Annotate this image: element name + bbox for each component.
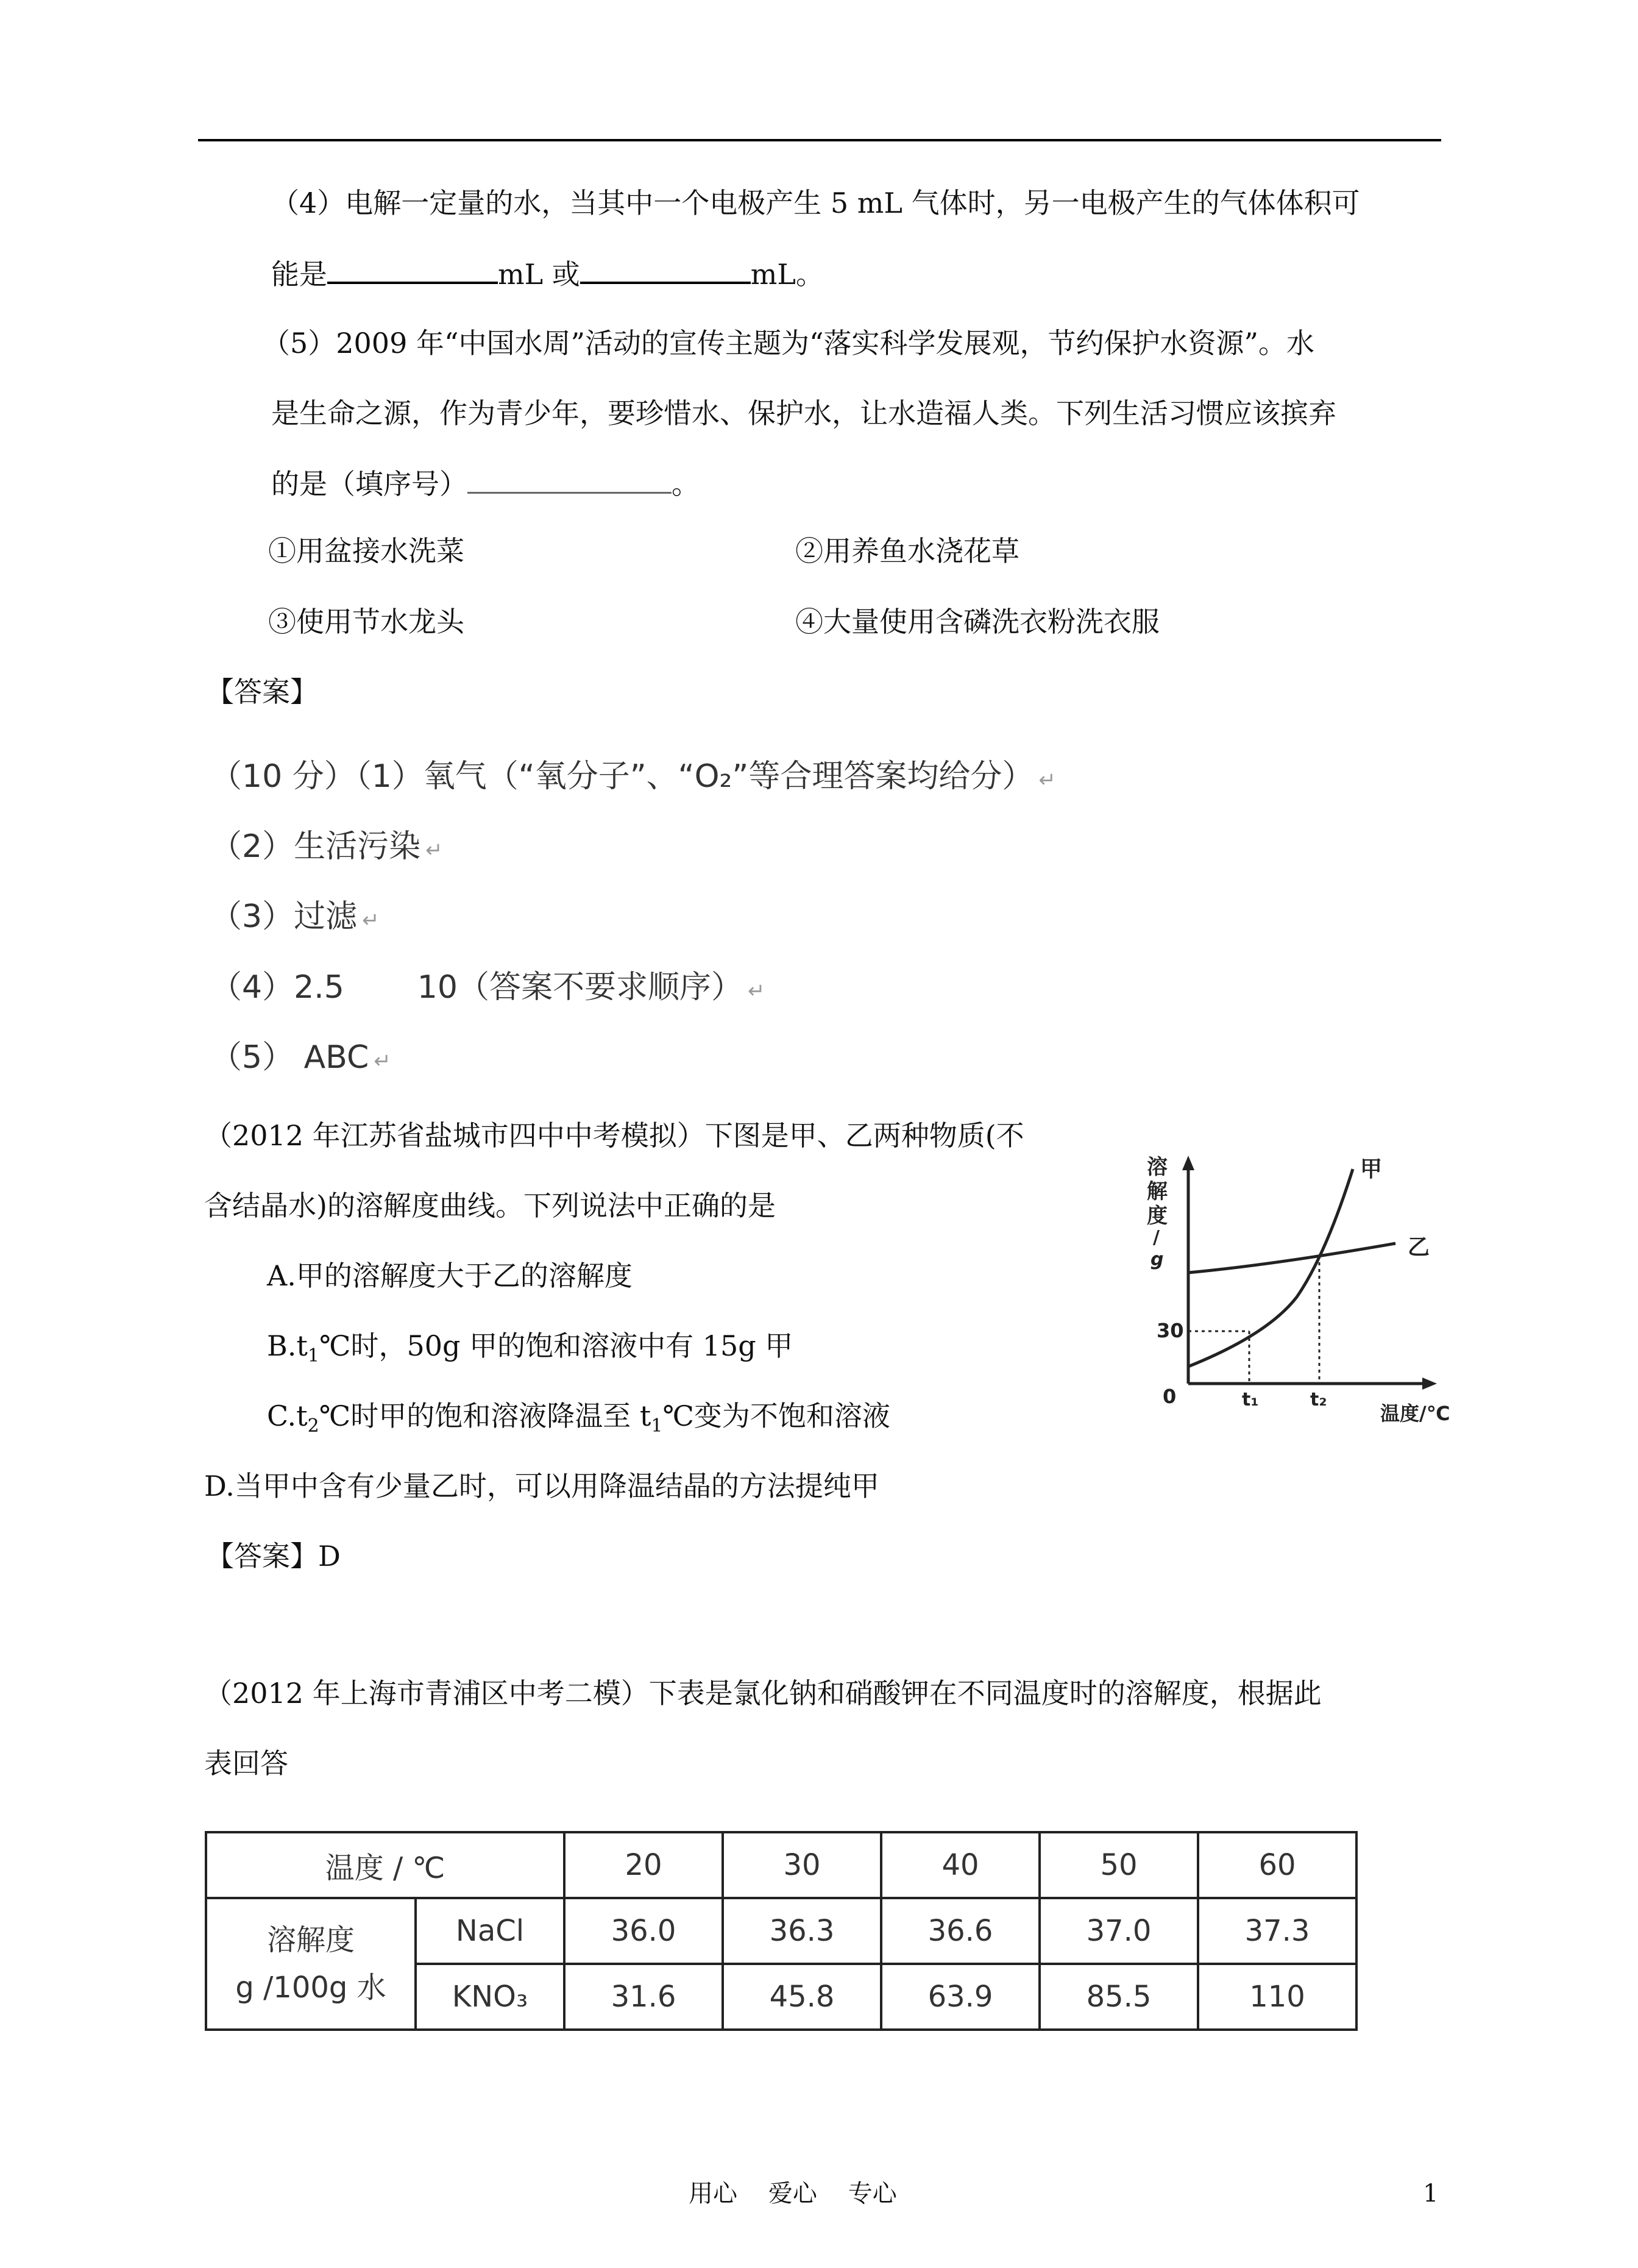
answer-blank[interactable] <box>467 465 672 494</box>
table-header-cell: 20 <box>564 1832 723 1898</box>
table-cell: 63.9 <box>881 1964 1040 2030</box>
x-tick-label: t₂ <box>1310 1389 1327 1410</box>
table-row-label: NaCl <box>416 1898 564 1964</box>
table-row-label: KNO₃ <box>416 1964 564 2030</box>
answer-blank[interactable] <box>580 255 751 284</box>
q5-line2: 是生命之源，作为青少年，要珍惜水、保护水，让水造福人类。下列生活习惯应该摈弃 <box>271 397 1336 430</box>
table-cell: 45.8 <box>723 1964 881 2030</box>
table-header-cell: 30 <box>723 1832 881 1898</box>
q5-option-4: ④大量使用含磷洗衣粉洗衣服 <box>795 605 1160 638</box>
origin-label: 0 <box>1163 1385 1177 1408</box>
y-axis-label-char: 解 <box>1147 1179 1168 1204</box>
q2-option-c: $C.t_2℃$时甲的饱和溶液降温至 $t_1℃$变为不饱和溶液 <box>267 1399 890 1437</box>
q5-option-1: ①用盆接水洗菜 <box>268 535 464 567</box>
table-header-cell: 温度 / ℃ <box>206 1832 564 1898</box>
y-axis-arrow <box>1182 1156 1194 1170</box>
q2-option-a: A.甲的溶解度大于乙的溶解度 <box>267 1259 633 1292</box>
answer-blank[interactable] <box>327 255 498 284</box>
q2-option-d: D.当甲中含有少量乙时，可以用降温结晶的方法提纯甲 <box>204 1470 879 1502</box>
q2-answer: 【答案】D <box>206 1540 341 1573</box>
table-cell: 37.3 <box>1198 1898 1356 1964</box>
table-header-cell: 50 <box>1040 1832 1198 1898</box>
table-cell: 31.6 <box>564 1964 723 2030</box>
curve-jia <box>1188 1169 1353 1367</box>
y-tick-label: 30 <box>1157 1319 1184 1342</box>
q4-line2: 能是 mL 或 mL。 <box>271 255 824 293</box>
header-rule <box>198 139 1441 141</box>
table-cell: 36.6 <box>881 1898 1040 1964</box>
q3-line1: （2012 年上海市青浦区中考二模）下表是氯化钠和硝酸钾在不同温度时的溶解度，根据此 <box>204 1677 1322 1710</box>
table-cell: 36.0 <box>564 1898 723 1964</box>
q5-option-2: ②用养鱼水浇花草 <box>795 535 1019 567</box>
series-label-yi: 乙 <box>1408 1235 1430 1260</box>
q2-line1: （2012 年江苏省盐城市四中中考模拟）下图是甲、乙两种物质(不 <box>204 1119 1024 1152</box>
solubility-curve-figure <box>1140 1152 1469 1426</box>
table-cell: 110 <box>1198 1964 1356 2030</box>
q2-line2: 含结晶水)的溶解度曲线。下列说法中正确的是 <box>204 1189 776 1222</box>
answer1-line2: （2）生活污染 ↵ <box>210 828 443 865</box>
curve-yi <box>1188 1243 1395 1273</box>
q5-option-3: ③使用节水龙头 <box>268 605 464 638</box>
page-number: 1 <box>1423 2180 1439 2208</box>
table-cell: 85.5 <box>1040 1964 1198 2030</box>
q2-option-b: $B.t_1℃$时，50g 甲的饱和溶液中有 15g 甲 <box>267 1329 793 1367</box>
table-cell: 37.0 <box>1040 1898 1198 1964</box>
answer1-line5: （5） ABC ↵ <box>210 1039 391 1076</box>
answer1-line4: （4）2.5 10（答案不要求顺序） ↵ <box>210 969 765 1006</box>
y-axis-label-char: / <box>1153 1227 1160 1248</box>
y-axis-label-char: g <box>1150 1249 1164 1270</box>
answer1-line3: （3）过滤 ↵ <box>210 898 380 935</box>
x-axis-arrow <box>1422 1378 1437 1390</box>
q5-line1: （5）2009 年“中国水周”活动的宣传主题为“落实科学发展观，节约保护水资源”。水 <box>262 327 1315 360</box>
table-header-cell: 40 <box>881 1832 1040 1898</box>
footer-slogan: 用心 爱心 专心 <box>689 2180 897 2208</box>
x-tick-label: t₁ <box>1242 1389 1259 1410</box>
q4-line1: （4）电解一定量的水，当其中一个电极产生 5 mL 气体时，另一电极产生的气体体积可 <box>271 187 1360 219</box>
table-row-group-label: 溶解度 g /100g 水 <box>206 1898 416 2030</box>
y-axis-label-char: 溶 <box>1147 1155 1168 1179</box>
answer1-line1: （10 分）（1）氧气（“氧分子”、“O₂”等合理答案均给分） ↵ <box>210 758 1056 795</box>
x-axis-label: 温度/℃ <box>1380 1402 1450 1425</box>
y-axis-label-char: 度 <box>1147 1204 1168 1228</box>
solubility-table <box>205 1831 1358 2031</box>
table-cell: 36.3 <box>723 1898 881 1964</box>
table-row <box>206 1898 1356 1964</box>
series-label-jia: 甲 <box>1360 1157 1383 1182</box>
q3-line2: 表回答 <box>204 1747 288 1780</box>
table-row <box>206 1832 1356 1898</box>
table-header-cell: 60 <box>1198 1832 1356 1898</box>
answer-heading: 【答案】 <box>206 675 318 708</box>
q5-line3: 的是（填序号） 。 <box>271 465 700 502</box>
